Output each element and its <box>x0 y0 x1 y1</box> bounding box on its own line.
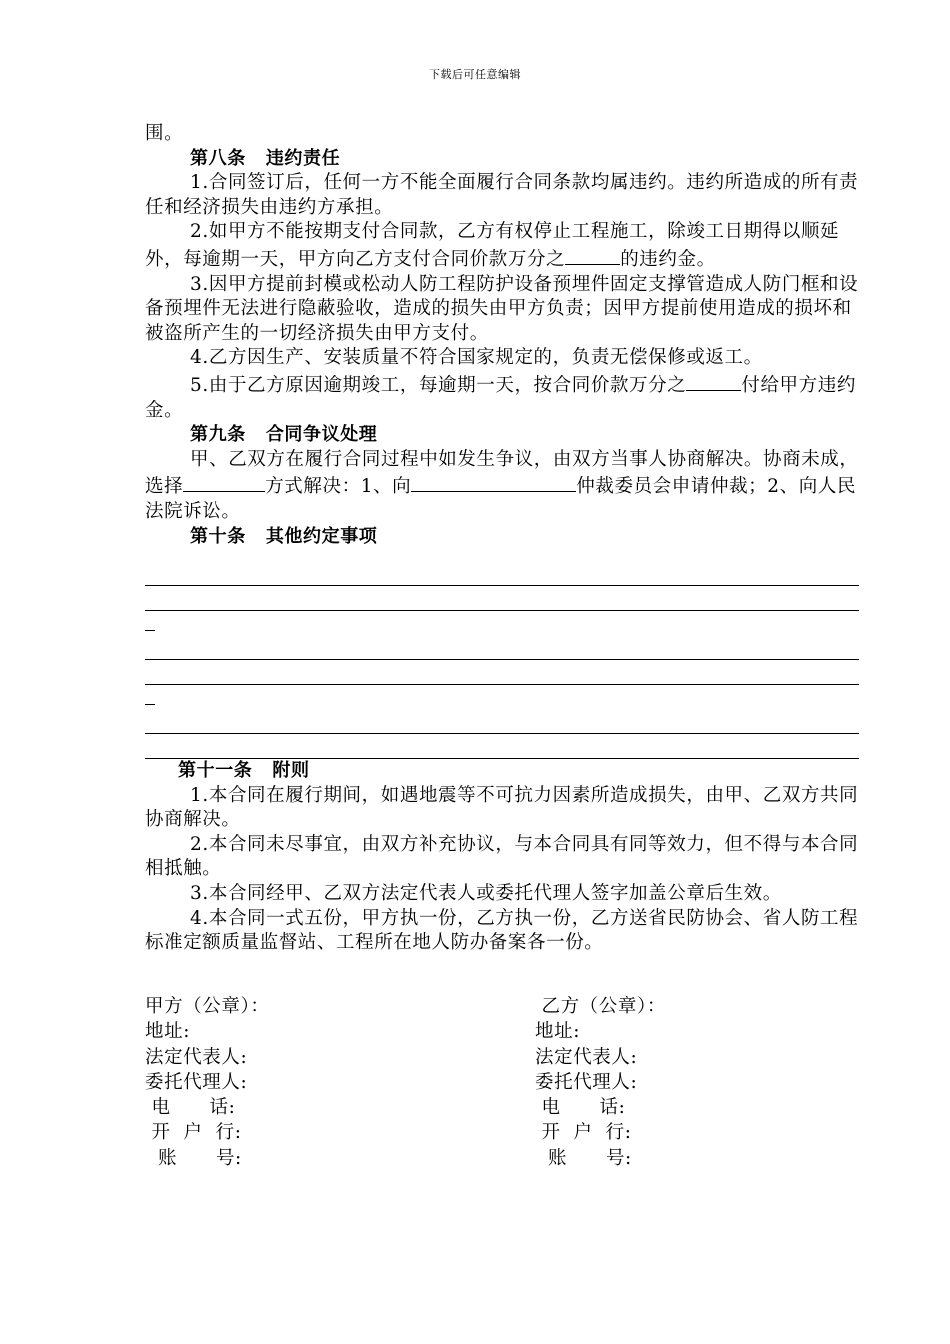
article-11-title: 附则 <box>272 760 310 782</box>
article-8-clause-5 <box>145 371 859 423</box>
article-10-number: 第十条 <box>190 525 246 547</box>
intro-tail: 围。 <box>145 123 184 144</box>
clause-5-text-a: 5.由于乙方原因逾期竣工，每逾期一天，按合同价款万分之 <box>190 374 687 396</box>
delay-rate-blank[interactable] <box>686 371 741 391</box>
party-a-signature <box>145 994 269 1171</box>
article-10-title: 其他约定事项 <box>265 525 378 547</box>
article-11-clause-1: 1.本合同在履行期间，如遇地震等不可抗力因素所造成损失，由甲、乙双方共同协商解决。 <box>145 784 859 831</box>
article-9-title: 合同争议处理 <box>265 424 378 446</box>
article-8-clause-1: 1.合同签订后，任何一方不能全面履行合同条款均属违约。违约所造成的所有责任和经济损失由违约方承担。 <box>145 172 859 218</box>
article-11-clause-2: 2.本合同未尽事宜，由双方补充协议，与本合同具有同等效力，但不得与本合同相抵触。 <box>145 833 859 880</box>
party-b-representative: 法定代表人: <box>535 1046 638 1068</box>
fill-line[interactable] <box>145 734 859 759</box>
party-a-bank: 开 户 行: <box>145 1122 242 1144</box>
fill-line-short[interactable] <box>145 685 859 709</box>
article-11-clause-4: 4.本合同一式五份，甲方执一份，乙方执一份，乙方送省民防协会、省人防工程标准定额质量监督站、工程所在地人防办备案各一份。 <box>145 907 859 954</box>
clause-2-text-b: 的违约金。 <box>620 248 716 270</box>
article-10-heading <box>190 525 859 550</box>
article-8-clause-4: 4.乙方因生产、安装质量不符合国家规定的，负责无偿保修或返工。 <box>190 347 763 369</box>
article-9-clause <box>145 448 859 525</box>
article-8-heading <box>190 147 859 172</box>
dispute-method-blank[interactable] <box>183 472 265 492</box>
party-b-address: 地址: <box>535 1021 581 1043</box>
penalty-rate-blank[interactable] <box>565 245 620 265</box>
party-b-account: 账 号: <box>535 1147 632 1169</box>
fill-line[interactable] <box>145 660 859 685</box>
fill-line[interactable] <box>145 635 859 660</box>
clause-2-text-a: 2.如甲方不能按期支付合同款，乙方有权停止工程施工，除竣工日期得以顺延外，每逾期一天，甲方向乙方支付合同价款万分之 <box>145 221 840 270</box>
party-a-account: 账 号: <box>145 1147 242 1169</box>
article-9-heading <box>190 423 859 448</box>
article-11-heading <box>178 759 859 784</box>
party-a-address: 地址: <box>145 1021 191 1043</box>
party-b-phone: 电 话: <box>535 1097 626 1119</box>
party-a-representative: 法定代表人: <box>145 1046 248 1068</box>
article-9-number: 第九条 <box>190 424 246 446</box>
fill-line-short[interactable] <box>145 611 859 635</box>
contract-body <box>145 122 859 956</box>
arbitration-committee-blank[interactable] <box>411 472 576 492</box>
article-11-number: 第十一条 <box>178 760 253 782</box>
party-a-title: 甲方（公章）： <box>145 996 270 1017</box>
fill-line[interactable] <box>145 561 859 586</box>
fill-line[interactable] <box>145 586 859 611</box>
article-8-number: 第八条 <box>190 147 246 169</box>
party-a-phone: 电 话: <box>145 1097 236 1119</box>
article-11-clause-3: 3.本合同经甲、乙双方法定代表人或委托代理人签字加盖公章后生效。 <box>190 883 782 905</box>
party-b-bank: 开 户 行: <box>535 1122 632 1144</box>
party-b-title: 乙方（公章）： <box>535 996 666 1017</box>
article-8-clause-2 <box>145 220 859 272</box>
article-8-title: 违约责任 <box>265 147 341 169</box>
clause-5-text-b: 付给甲方违约金。 <box>145 374 856 421</box>
fill-line[interactable] <box>145 709 859 734</box>
party-b-agent: 委托代理人: <box>535 1071 638 1093</box>
party-b-signature <box>535 994 666 1171</box>
other-terms-lines[interactable] <box>145 561 859 759</box>
article-8-clause-3: 3.因甲方提前封模或松动人防工程防护设备预埋件固定支撑管造成人防门框和设备预埋件无法进行隐蔽验收，造成的损失由甲方负责；因甲方提前使用造成的损坏和被盗所产生的一切经济损失由甲方支付。 <box>145 273 859 344</box>
dispute-text-a: 甲、乙双方在履行合同过程中如发生争议，由双方当事人协商解决。协商未成，选择 <box>145 448 859 498</box>
header-note: 下载后可任意编辑 <box>429 68 521 81</box>
dispute-text-b: 方式解决：1、向 <box>265 476 412 498</box>
party-a-agent: 委托代理人: <box>145 1071 248 1093</box>
dispute-text-c: 仲裁委员会申请仲裁；2、向人民法院诉讼。 <box>145 476 857 522</box>
